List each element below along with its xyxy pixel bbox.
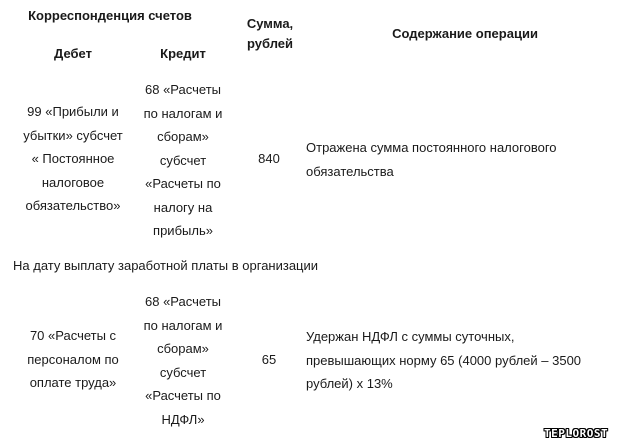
section-label: На дату выплату заработной платы в организации	[13, 258, 319, 273]
row2-credit-line: сборам»	[157, 341, 209, 356]
row1-debit	[8, 100, 138, 218]
row2-credit-line: субсчет	[159, 364, 207, 380]
header-debit: Дебет	[54, 46, 92, 61]
header-operation: Содержание операции	[392, 26, 538, 41]
row1-debit-line: налоговое	[41, 174, 105, 190]
row1-operation	[306, 136, 616, 183]
header-sum	[234, 14, 306, 54]
row1-credit-line: 68 «Расчеты	[145, 82, 221, 97]
row1-debit-line: 99 «Прибыли и	[27, 104, 119, 119]
row1-credit-line: прибыль»	[153, 223, 213, 238]
header-correspondence: Корреспонденция счетов	[28, 8, 192, 23]
row1-credit-line: сборам»	[157, 129, 209, 144]
row2-credit	[130, 290, 236, 431]
row1-sum: 840	[258, 151, 280, 166]
row1-debit-line: « Постоянное	[31, 151, 115, 166]
row1-operation-line: Отражена сумма постоянного налогового	[306, 140, 557, 155]
row1-debit-line: обязательство»	[25, 198, 121, 213]
row1-debit-line: убытки» субсчет	[23, 127, 123, 143]
header-sum-line1: Сумма,	[246, 16, 294, 31]
row1-credit-line: по налогам и	[143, 105, 223, 121]
row2-operation-line: рублей) х 13%	[306, 376, 393, 391]
row2-debit	[8, 324, 138, 395]
row2-debit-line: оплате труда»	[29, 375, 117, 390]
row2-operation-line: Удержан НДФЛ с суммы суточных,	[306, 329, 515, 344]
row2-credit-line: НДФЛ»	[161, 411, 205, 427]
row2-sum: 65	[261, 352, 277, 367]
header-sum-line2: рублей	[246, 36, 293, 51]
header-credit: Кредит	[160, 46, 206, 61]
row2-debit-line: персоналом по	[27, 351, 119, 367]
row2-credit-line: «Расчеты по	[145, 388, 221, 403]
row1-credit	[130, 78, 236, 243]
watermark-logo: TEPLOROST	[544, 427, 609, 440]
row2-credit-line: 68 «Расчеты	[145, 294, 221, 309]
row2-operation	[306, 325, 622, 396]
row2-credit-line: по налогам и	[143, 317, 223, 333]
row1-credit-line: налогу на	[153, 199, 213, 215]
row1-credit-line: субсчет	[159, 152, 207, 168]
row1-credit-line: «Расчеты по	[145, 176, 221, 191]
row2-operation-line: превышающих норму 65 (4000 рублей – 3500	[306, 352, 582, 368]
row2-debit-line: 70 «Расчеты с	[29, 328, 117, 343]
row1-operation-line: обязательства	[306, 163, 394, 179]
